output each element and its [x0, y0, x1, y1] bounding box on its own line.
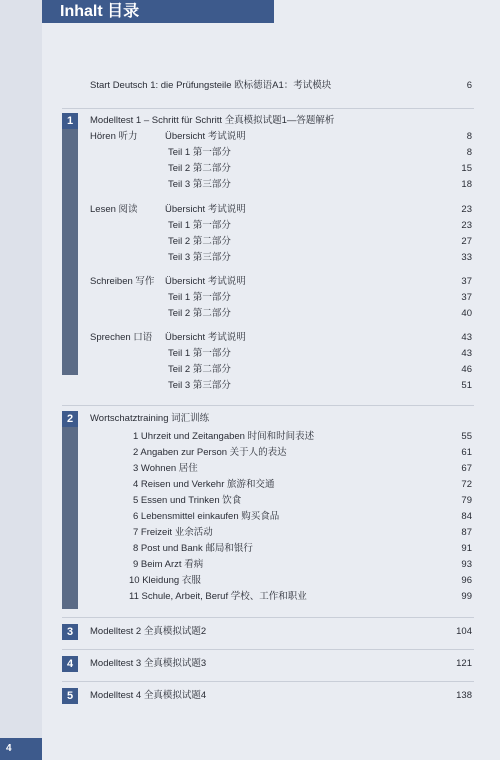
toc-page-num: 67	[461, 463, 472, 474]
left-margin-strip	[0, 0, 42, 760]
lesen-label: Lesen 阅读	[90, 204, 138, 215]
vocab-item: 5 Essen und Trinken 饮食	[133, 495, 242, 506]
toc-page-num: 93	[461, 559, 472, 570]
toc-page-num: 40	[461, 308, 472, 319]
vocab-item: 4 Reisen und Verkehr 旅游和交通	[133, 479, 275, 490]
divider	[62, 649, 474, 650]
toc-page-num: 23	[461, 220, 472, 231]
toc-row: Teil 1 第一部分	[168, 147, 231, 158]
section-5-number: 5	[62, 688, 78, 704]
toc-page-num: 8	[466, 147, 472, 158]
toc-page-num: 18	[461, 179, 472, 190]
schreiben-label: Schreiben 写作	[90, 276, 155, 287]
section-4-title: Modelltest 3 全真模拟试题3	[90, 658, 207, 669]
toc-page-num: 121	[456, 658, 472, 669]
toc-page-num: 37	[461, 276, 472, 287]
section-2-bar	[62, 411, 78, 609]
intro-entry: Start Deutsch 1: die Prüfungsteile 欧标德语A1：考试模块	[90, 80, 332, 91]
toc-page-num: 61	[461, 447, 472, 458]
toc-row: Teil 2 第二部分	[168, 308, 231, 319]
toc-page-num: 33	[461, 252, 472, 263]
toc-page-num: 96	[461, 575, 472, 586]
toc-row: Teil 1 第一部分	[168, 348, 231, 359]
toc-page-num: 87	[461, 527, 472, 538]
toc-row: Teil 2 第二部分	[168, 364, 231, 375]
toc-row: Teil 3 第三部分	[168, 380, 231, 391]
toc-row: Teil 3 第三部分	[168, 179, 231, 190]
vocab-item: 7 Freizeit 业余活动	[133, 527, 213, 538]
vocab-item: 11 Schule, Arbeit, Beruf 学校、工作和职业	[129, 591, 307, 602]
divider	[62, 617, 474, 618]
section-2-number: 2	[62, 411, 78, 427]
toc-page-num: 104	[456, 626, 472, 637]
vocab-item: 2 Angaben zur Person 关于人的表达	[133, 447, 287, 458]
divider	[62, 681, 474, 682]
page-title: Inhalt 目录	[42, 0, 274, 23]
toc-row: Übersicht 考试说明	[165, 131, 246, 142]
toc-row: Teil 1 第一部分	[168, 292, 231, 303]
toc-page-num: 91	[461, 543, 472, 554]
divider	[62, 405, 474, 406]
sprechen-label: Sprechen 口语	[90, 332, 153, 343]
section-1-title: Modelltest 1 – Schritt für Schritt 全真模拟试题1—答题解析	[90, 115, 335, 126]
section-2-title: Wortschatztraining 词汇训练	[90, 413, 210, 424]
toc-row: Übersicht 考试说明	[165, 204, 246, 215]
vocab-item: 8 Post und Bank 邮局和银行	[133, 543, 253, 554]
toc-page-num: 72	[461, 479, 472, 490]
vocab-item: 9 Beim Arzt 看病	[133, 559, 204, 570]
section-3-number: 3	[62, 624, 78, 640]
section-5-title: Modelltest 4 全真模拟试题4	[90, 690, 207, 701]
vocab-item: 6 Lebensmittel einkaufen 购买食品	[133, 511, 280, 522]
toc-page-num: 84	[461, 511, 472, 522]
toc-page-num: 46	[461, 364, 472, 375]
toc-row: Übersicht 考试说明	[165, 332, 246, 343]
hoeren-label: Hören 听力	[90, 131, 138, 142]
toc-page-num: 43	[461, 332, 472, 343]
toc-page-num: 79	[461, 495, 472, 506]
toc-page-num: 51	[461, 380, 472, 391]
toc-page-num: 8	[466, 131, 472, 142]
toc-row: Übersicht 考试说明	[165, 276, 246, 287]
divider	[62, 108, 474, 109]
toc-row: Teil 2 第二部分	[168, 236, 231, 247]
vocab-item: 10 Kleidung 衣服	[129, 575, 201, 586]
toc-page-num: 27	[461, 236, 472, 247]
vocab-item: 3 Wohnen 居住	[133, 463, 198, 474]
intro-page: 6	[466, 80, 472, 91]
page-number: 4	[0, 738, 42, 760]
section-4-number: 4	[62, 656, 78, 672]
toc-row: Teil 3 第三部分	[168, 252, 231, 263]
section-1-number: 1	[62, 113, 78, 129]
toc-page-num: 138	[456, 690, 472, 701]
section-3-title: Modelltest 2 全真模拟试题2	[90, 626, 207, 637]
toc-page-num: 55	[461, 431, 472, 442]
toc-row: Teil 2 第二部分	[168, 163, 231, 174]
vocab-item: 1 Uhrzeit und Zeitangaben 时间和时间表述	[133, 431, 315, 442]
toc-row: Teil 1 第一部分	[168, 220, 231, 231]
toc-page-num: 15	[461, 163, 472, 174]
section-1-bar	[62, 113, 78, 375]
toc-page-num: 23	[461, 204, 472, 215]
toc-page-num: 43	[461, 348, 472, 359]
toc-page-num: 37	[461, 292, 472, 303]
toc-page-num: 99	[461, 591, 472, 602]
